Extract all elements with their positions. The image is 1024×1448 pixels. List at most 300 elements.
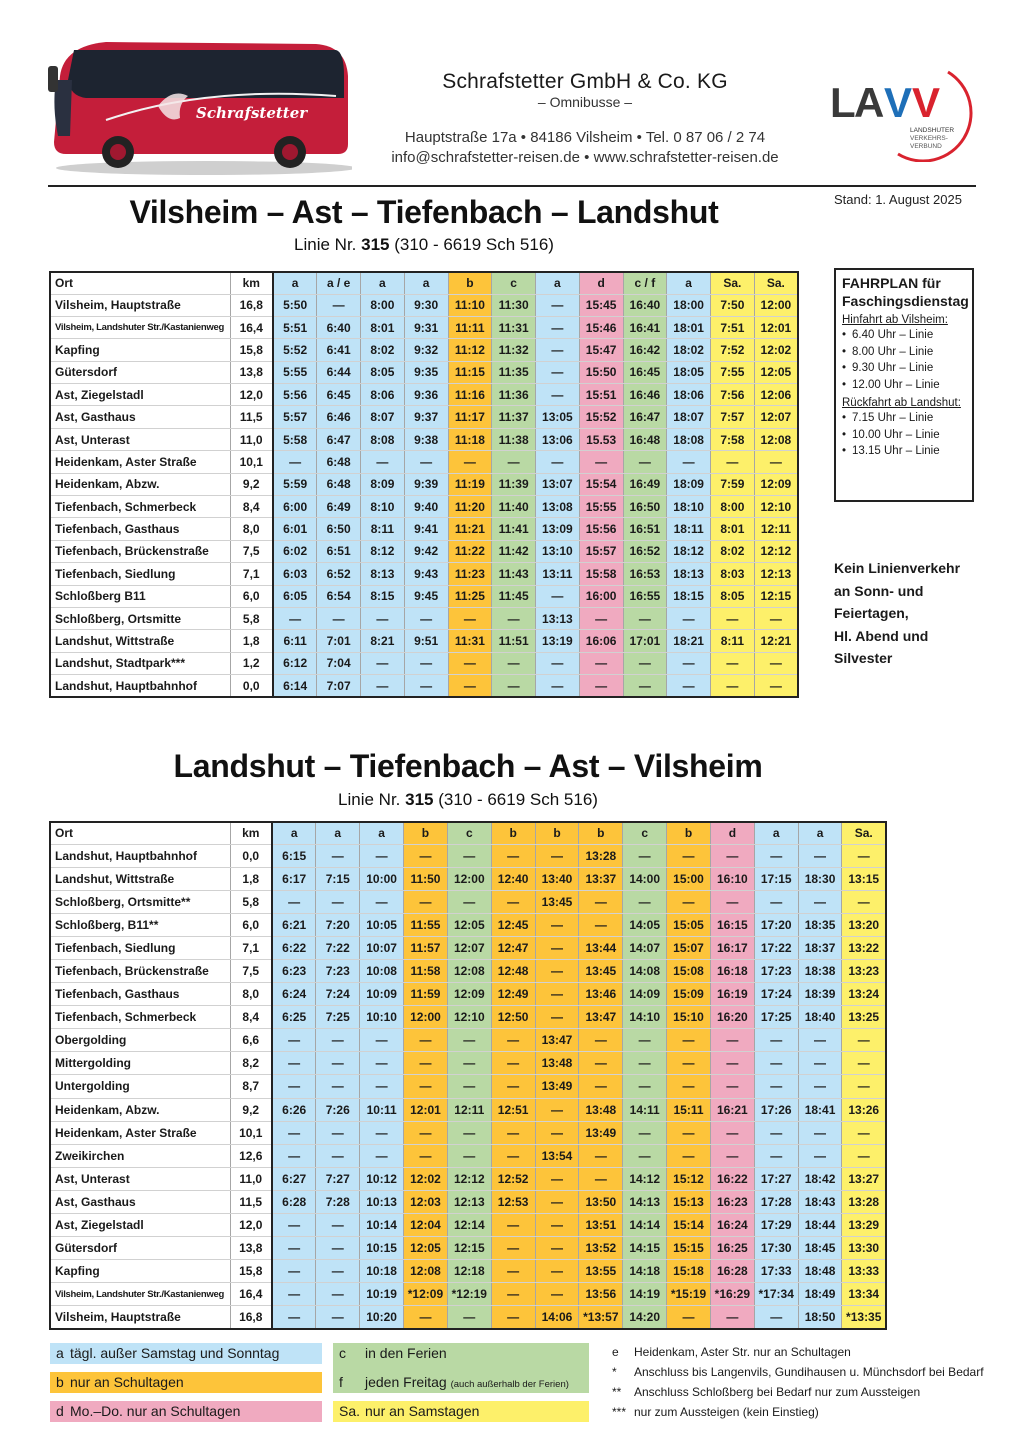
departure-time: 13:29	[842, 1214, 886, 1237]
departure-time: —	[535, 844, 579, 867]
departure-time: 18:06	[667, 384, 711, 406]
departure-time: 18:41	[798, 1098, 842, 1121]
list-item: • 9.30 Uhr – Linie	[842, 360, 966, 377]
departure-time: —	[536, 585, 580, 607]
departure-time: 16:20	[710, 1006, 754, 1029]
departure-time: 15:07	[667, 936, 711, 959]
departure-time: 15:00	[667, 867, 711, 890]
stop-km: 13,8	[230, 361, 273, 383]
departure-time: —	[579, 1052, 623, 1075]
departure-time: 7:57	[711, 406, 755, 428]
list-item: • 7.15 Uhr – Linie	[842, 410, 966, 427]
departure-time: —	[447, 844, 491, 867]
table-row	[50, 563, 798, 585]
departure-time: —	[711, 451, 755, 473]
header-service-code: Sa.	[842, 822, 886, 844]
footnote-3star	[612, 1402, 819, 1422]
departure-time: —	[798, 844, 842, 867]
legend-f	[333, 1372, 589, 1393]
departure-time: —	[316, 1237, 360, 1260]
stop-km: 16,4	[230, 316, 273, 338]
company-block	[370, 70, 800, 168]
departure-time: —	[667, 1306, 711, 1329]
table-row	[50, 1237, 886, 1260]
departure-time: 11:25	[448, 585, 492, 607]
departure-time: 8:01	[711, 518, 755, 540]
departure-time: 11:15	[448, 361, 492, 383]
departure-time: 13:25	[842, 1006, 886, 1029]
footnote-key: e	[612, 1345, 619, 1359]
stop-km: 11,0	[230, 428, 273, 450]
header-service-code: b	[667, 822, 711, 844]
departure-time: —	[272, 1306, 316, 1329]
departure-time: 16:19	[710, 983, 754, 1006]
header-service-code: c	[492, 272, 536, 294]
fasching-title-2: Faschingsdienstag	[842, 293, 969, 309]
departure-time: 6:15	[272, 844, 316, 867]
departure-time: —	[491, 1214, 535, 1237]
departure-time: 11:31	[448, 630, 492, 652]
departure-time: 17:22	[754, 936, 798, 959]
departure-time: 16:53	[623, 563, 667, 585]
note-line: Kein Linienverkehr	[834, 560, 961, 576]
table-row	[50, 1306, 886, 1329]
departure-time: 18:09	[667, 473, 711, 495]
departure-time: 7:07	[317, 675, 361, 697]
departure-time: 18:45	[798, 1237, 842, 1260]
departure-time: —	[711, 675, 755, 697]
departure-time: 6:27	[272, 1167, 316, 1190]
header-ort: Ort	[50, 272, 230, 294]
header-service-code: Sa.	[711, 272, 755, 294]
header-ort: Ort	[50, 822, 230, 844]
departure-time: 10:10	[360, 1006, 404, 1029]
departure-time: —	[272, 1283, 316, 1306]
departure-time: 6:54	[317, 585, 361, 607]
table-row	[50, 630, 798, 652]
stop-km: 7,1	[230, 563, 273, 585]
bus-photo	[46, 36, 352, 176]
departure-time: 12:01	[404, 1098, 448, 1121]
stop-name: Landshut, Hauptbahnhof	[50, 844, 230, 867]
departure-time: —	[316, 1260, 360, 1283]
departure-time: —	[447, 1029, 491, 1052]
departure-time: 14:08	[623, 959, 667, 982]
departure-time: 18:38	[798, 959, 842, 982]
departure-time: 15:58	[579, 563, 623, 585]
departure-time: —	[317, 294, 361, 316]
header-service-code: b	[448, 272, 492, 294]
stop-name: Schloßberg, Ortsmitte**	[50, 890, 230, 913]
departure-time: 12:21	[754, 630, 798, 652]
departure-time: 15:12	[667, 1167, 711, 1190]
footnote-e	[612, 1342, 851, 1362]
departure-time: —	[667, 607, 711, 629]
legend-key: a	[56, 1345, 64, 1361]
departure-time: —	[404, 652, 448, 674]
departure-time: 11:32	[492, 339, 536, 361]
departure-time: —	[535, 959, 579, 982]
departure-time: 13:10	[536, 540, 580, 562]
header-divider	[48, 185, 976, 187]
stop-km: 0,0	[230, 844, 272, 867]
departure-time: 12:10	[447, 1006, 491, 1029]
departure-time: 18:13	[667, 563, 711, 585]
departure-time: —	[579, 451, 623, 473]
stop-name: Ast, Gasthaus	[50, 406, 230, 428]
departure-time: 16:18	[710, 959, 754, 982]
table-row	[50, 406, 798, 428]
departure-time: —	[623, 451, 667, 473]
departure-time: 15:18	[667, 1260, 711, 1283]
departure-time: —	[667, 1075, 711, 1098]
departure-time: 13:24	[842, 983, 886, 1006]
departure-time: 18:49	[798, 1283, 842, 1306]
departure-time: 11:59	[404, 983, 448, 1006]
departure-time: —	[842, 1121, 886, 1144]
departure-time: —	[798, 890, 842, 913]
departure-time: 14:18	[623, 1260, 667, 1283]
departure-time: 13:40	[535, 867, 579, 890]
list-item: • 6.40 Uhr – Linie	[842, 327, 966, 344]
departure-time: —	[272, 890, 316, 913]
departure-time: 13:49	[535, 1075, 579, 1098]
departure-time: 8:13	[361, 563, 405, 585]
departure-time: 12:03	[404, 1190, 448, 1213]
departure-time: 13:47	[535, 1029, 579, 1052]
departure-time: 11:50	[404, 867, 448, 890]
table-row	[50, 518, 798, 540]
stop-km: 6,6	[230, 1029, 272, 1052]
departure-time: —	[316, 1306, 360, 1329]
departure-time: 12:07	[447, 936, 491, 959]
stop-name: Tiefenbach, Brückenstraße	[50, 959, 230, 982]
header-service-code: a	[273, 272, 317, 294]
header-service-code: a / e	[317, 272, 361, 294]
departure-time: 8:08	[361, 428, 405, 450]
departure-time: —	[579, 607, 623, 629]
departure-time: 18:12	[667, 540, 711, 562]
no-service-note	[834, 557, 984, 670]
departure-time: —	[316, 1144, 360, 1167]
table-row	[50, 496, 798, 518]
departure-time: 8:00	[361, 294, 405, 316]
list-item: • 8.00 Uhr – Linie	[842, 344, 966, 361]
departure-time: 18:44	[798, 1214, 842, 1237]
departure-time: 14:07	[623, 936, 667, 959]
departure-time: 12:00	[754, 294, 798, 316]
departure-time: —	[492, 675, 536, 697]
stop-km: 8,0	[230, 518, 273, 540]
departure-time: 7:52	[711, 339, 755, 361]
stop-km: 10,1	[230, 451, 273, 473]
departure-time: —	[491, 1121, 535, 1144]
departure-time: 5:52	[273, 339, 317, 361]
stop-name: Schloßberg B11	[50, 585, 230, 607]
departure-time: 8:21	[361, 630, 405, 652]
departure-time: 8:12	[361, 540, 405, 562]
legend-key: Sa.	[339, 1403, 361, 1419]
departure-time: —	[404, 1052, 448, 1075]
company-subtitle: – Omnibusse –	[537, 94, 633, 110]
departure-time: —	[491, 1237, 535, 1260]
departure-time: —	[710, 1144, 754, 1167]
table-row	[50, 844, 886, 867]
company-name: Schrafstetter GmbH & Co. KG	[442, 70, 728, 93]
departure-time: —	[754, 607, 798, 629]
departure-time: 6:01	[273, 518, 317, 540]
departure-time: 6:41	[317, 339, 361, 361]
departure-time: —	[579, 1144, 623, 1167]
departure-time: —	[667, 1121, 711, 1144]
departure-time: 16:48	[623, 428, 667, 450]
departure-time: —	[579, 1075, 623, 1098]
stop-km: 5,8	[230, 890, 272, 913]
departure-time: 16:42	[623, 339, 667, 361]
departure-time: 18:39	[798, 983, 842, 1006]
departure-time: 16:17	[710, 936, 754, 959]
stop-name: Vilsheim, Hauptstraße	[50, 294, 230, 316]
departure-time: —	[754, 652, 798, 674]
departure-time: 8:03	[711, 563, 755, 585]
departure-time: —	[316, 1214, 360, 1237]
departure-time: 13:47	[579, 1006, 623, 1029]
departure-time: 11:35	[492, 361, 536, 383]
departure-time: —	[360, 1121, 404, 1144]
svg-text:V: V	[884, 79, 913, 126]
fasching-rueck-label: Rückfahrt ab Landshut:	[842, 397, 961, 409]
departure-time: —	[316, 1121, 360, 1144]
departure-time: 15:45	[579, 294, 623, 316]
departure-time: 13:15	[842, 867, 886, 890]
svg-text:VERBUND: VERBUND	[910, 143, 942, 150]
departure-time: 16:23	[710, 1190, 754, 1213]
legend-b	[50, 1372, 322, 1393]
header-service-code: b	[491, 822, 535, 844]
departure-time: —	[754, 1052, 798, 1075]
stop-name: Kapfing	[50, 339, 230, 361]
departure-time: 13:46	[579, 983, 623, 1006]
departure-time: 15:09	[667, 983, 711, 1006]
departure-time: —	[448, 675, 492, 697]
stop-km: 15,8	[230, 339, 273, 361]
departure-time: —	[798, 1075, 842, 1098]
departure-time: —	[623, 1075, 667, 1098]
departure-time: —	[536, 294, 580, 316]
departure-time: 7:24	[316, 983, 360, 1006]
stop-name: Ast, Ziegelstadl	[50, 1214, 230, 1237]
departure-time: 18:08	[667, 428, 711, 450]
departure-time: 17:29	[754, 1214, 798, 1237]
departure-time: 13:20	[842, 913, 886, 936]
departure-time: 12:18	[447, 1260, 491, 1283]
departure-time: 13:08	[536, 496, 580, 518]
stop-km: 8,4	[230, 496, 273, 518]
header-service-code: a	[667, 272, 711, 294]
departure-time: —	[360, 1144, 404, 1167]
departure-time: 13:06	[536, 428, 580, 450]
departure-time: *17:34	[754, 1283, 798, 1306]
departure-time: 14:15	[623, 1237, 667, 1260]
departure-time: 12:10	[754, 496, 798, 518]
departure-time: 16:00	[579, 585, 623, 607]
svg-text:LANDSHUTER: LANDSHUTER	[910, 127, 955, 134]
departure-time: —	[798, 1052, 842, 1075]
departure-time: 6:52	[317, 563, 361, 585]
departure-time: 8:09	[361, 473, 405, 495]
table-row	[50, 451, 798, 473]
departure-time: —	[404, 675, 448, 697]
departure-time: 13:22	[842, 936, 886, 959]
departure-time: —	[491, 1283, 535, 1306]
departure-time: 13:55	[579, 1260, 623, 1283]
departure-time: —	[536, 384, 580, 406]
linie-prefix: Linie Nr.	[294, 235, 362, 254]
departure-time: 13:49	[579, 1121, 623, 1144]
departure-time: —	[448, 451, 492, 473]
stop-name: Landshut, Hauptbahnhof	[50, 675, 230, 697]
departure-time: —	[667, 652, 711, 674]
header-service-code: a	[272, 822, 316, 844]
departure-time: —	[492, 652, 536, 674]
departure-time: 6:22	[272, 936, 316, 959]
departure-time: —	[492, 451, 536, 473]
departure-time: 12:15	[447, 1237, 491, 1260]
departure-time: 15.53	[579, 428, 623, 450]
table-row	[50, 1075, 886, 1098]
departure-time: 10:18	[360, 1260, 404, 1283]
timetable-route2	[49, 821, 887, 1330]
departure-time: 12:48	[491, 959, 535, 982]
departure-time: 13:34	[842, 1283, 886, 1306]
departure-time: 17:24	[754, 983, 798, 1006]
stop-km: 12,0	[230, 384, 273, 406]
header-service-code: b	[404, 822, 448, 844]
departure-time: —	[447, 1306, 491, 1329]
departure-time: 10:09	[360, 983, 404, 1006]
departure-time: 16:51	[623, 518, 667, 540]
header-service-code: d	[710, 822, 754, 844]
stop-km: 6,0	[230, 913, 272, 936]
departure-time: 15:56	[579, 518, 623, 540]
departure-time: 6:48	[317, 473, 361, 495]
departure-time: —	[535, 1121, 579, 1144]
departure-time: 13:54	[535, 1144, 579, 1167]
departure-time: *13:35	[842, 1306, 886, 1329]
departure-time: —	[491, 1075, 535, 1098]
departure-time: —	[447, 1052, 491, 1075]
departure-time: —	[754, 890, 798, 913]
departure-time: 11:12	[448, 339, 492, 361]
departure-time: 15:54	[579, 473, 623, 495]
departure-time: 12:02	[404, 1167, 448, 1190]
departure-time: 14:20	[623, 1306, 667, 1329]
legend-sa	[333, 1401, 589, 1422]
table-row	[50, 913, 886, 936]
stop-name: Vilsheim, Hauptstraße	[50, 1306, 230, 1329]
svg-text:V: V	[912, 79, 941, 126]
departure-time: 12:04	[404, 1214, 448, 1237]
legend-text: in den Ferien	[365, 1345, 447, 1361]
departure-time: 11:43	[492, 563, 536, 585]
table-row	[50, 1190, 886, 1213]
departure-time: 12:00	[447, 867, 491, 890]
linie-suffix: (310 - 6619 Sch 516)	[389, 235, 554, 254]
departure-time: 13:50	[579, 1190, 623, 1213]
departure-time: —	[536, 451, 580, 473]
departure-time: 5:57	[273, 406, 317, 428]
departure-time: 7:04	[317, 652, 361, 674]
departure-time: *15:19	[667, 1283, 711, 1306]
departure-time: 16:28	[710, 1260, 754, 1283]
departure-time: 11:11	[448, 316, 492, 338]
table-row	[50, 1098, 886, 1121]
departure-time: 7:20	[316, 913, 360, 936]
stop-name: Schloßberg, B11**	[50, 913, 230, 936]
departure-time: 13:28	[579, 844, 623, 867]
legend-c	[333, 1343, 589, 1364]
departure-time: 6:11	[273, 630, 317, 652]
departure-time: 13:30	[842, 1237, 886, 1260]
list-item: • 10.00 Uhr – Linie	[842, 427, 966, 444]
departure-time: —	[623, 890, 667, 913]
departure-time: 15:52	[579, 406, 623, 428]
departure-time: —	[579, 652, 623, 674]
departure-time: —	[711, 607, 755, 629]
departure-time: 8:05	[711, 585, 755, 607]
departure-time: 7:22	[316, 936, 360, 959]
departure-time: 12:06	[754, 384, 798, 406]
departure-time: 8:11	[711, 630, 755, 652]
stop-name: Landshut, Wittstraße	[50, 630, 230, 652]
table-row	[50, 316, 798, 338]
linie-suffix: (310 - 6619 Sch 516)	[433, 790, 598, 809]
header-km: km	[230, 822, 272, 844]
departure-time: 16:25	[710, 1237, 754, 1260]
departure-time: 17:30	[754, 1237, 798, 1260]
departure-time: —	[404, 1029, 448, 1052]
departure-time: 6:45	[317, 384, 361, 406]
departure-time: 10:11	[360, 1098, 404, 1121]
stop-name: Heidenkam, Aster Straße	[50, 451, 230, 473]
departure-time: 6:12	[273, 652, 317, 674]
departure-time: 8:00	[711, 496, 755, 518]
departure-time: —	[623, 675, 667, 697]
departure-time: 11:20	[448, 496, 492, 518]
departure-time: —	[491, 1029, 535, 1052]
table-row	[50, 890, 886, 913]
departure-time: 14:00	[623, 867, 667, 890]
timetable-route1	[49, 271, 799, 698]
footnote-key: ***	[612, 1405, 627, 1419]
departure-time: 13:48	[579, 1098, 623, 1121]
stop-km: 9,2	[230, 473, 273, 495]
departure-time: 17:25	[754, 1006, 798, 1029]
departure-time: —	[535, 913, 579, 936]
departure-time: 11:40	[492, 496, 536, 518]
departure-time: 16:10	[710, 867, 754, 890]
departure-time: 12:08	[404, 1260, 448, 1283]
table-row	[50, 1214, 886, 1237]
departure-time: —	[272, 1052, 316, 1075]
departure-time: —	[536, 316, 580, 338]
table-row	[50, 1144, 886, 1167]
departure-time: —	[754, 1029, 798, 1052]
departure-time: —	[447, 1144, 491, 1167]
departure-time: —	[316, 1029, 360, 1052]
departure-time: —	[798, 1121, 842, 1144]
departure-time: 8:07	[361, 406, 405, 428]
